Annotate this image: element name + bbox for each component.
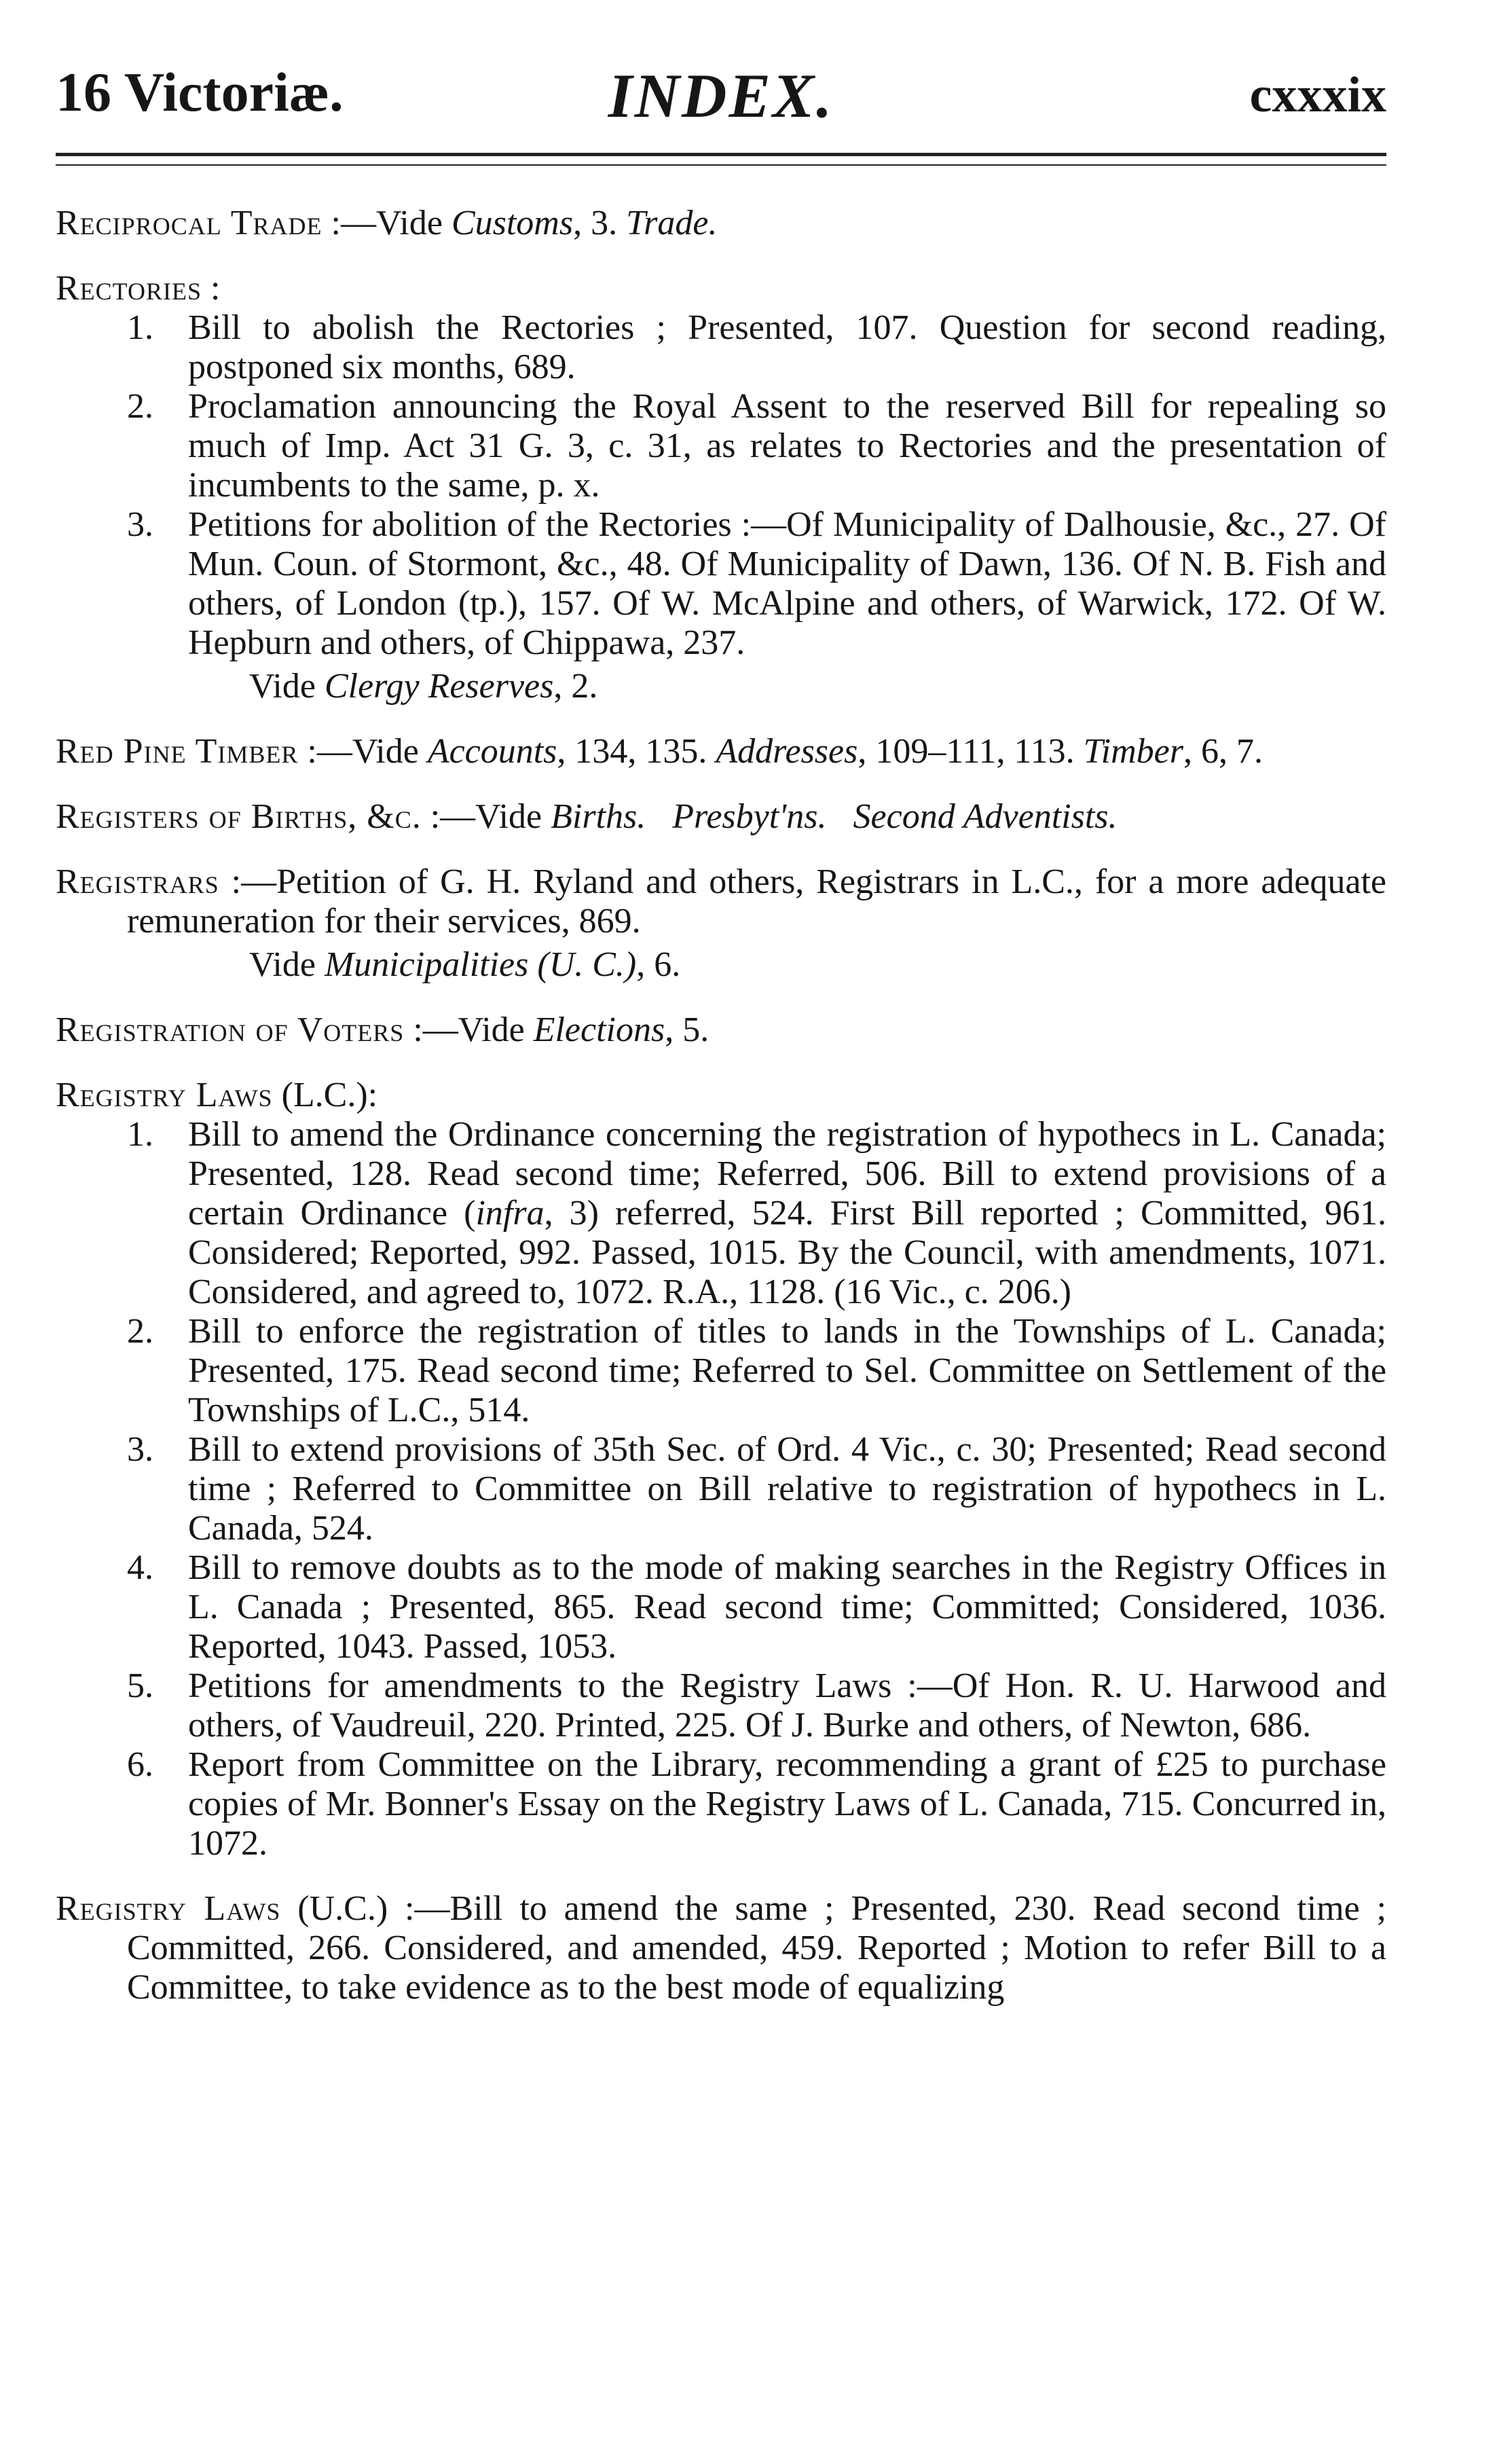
header-double-rule [56, 153, 1386, 166]
entry-heading: Registry Laws [56, 1889, 281, 1928]
subentry [56, 1745, 1386, 1863]
cross-reference: Trade. [626, 204, 718, 242]
subentry-number: 3. [127, 1430, 153, 1469]
subentry-number: 1. [127, 1115, 153, 1154]
entry-registrars [56, 862, 1386, 985]
vide-line: Vide Municipalities (U. C.), 6. [249, 945, 681, 984]
subentry-number: 6. [127, 1745, 153, 1784]
entry-registry-laws-uc [56, 1889, 1386, 2007]
entry-rectories: Rectories : 1. Bill to abolish the Rectories ; Presented, 107. Question for second reading, postponed six months, 689. 2. Proclamation announcing the Royal Assent to the reserved Bill for repealing so much of Imp. Act 31 G. 3, c. 31, as relates to Rectories and the presentation of incumbents to the same, p. x. 3. Petitions for abolition of the Rectories :—Of Municipality of Dalhousie, &c., 27. Of Mun. Coun. of Stormont, &c., 48. Of Municipality of Dawn, 136. Of N. B. Fish and others, of London (tp.), 157. Of W. McAlpine and others, of Warwick, 172. Of W. Hepburn and others, of Chippawa, 237. Vide Clergy Reserves, 2. [56, 269, 1386, 706]
subentry-text: Bill to abolish the Rectories ; Presented, 107. Question for second reading, postponed six months, 689. [188, 308, 1386, 386]
subentry-list [56, 308, 1386, 663]
entry-reciprocal-trade: Reciprocal Trade :—Vide Customs, 3. Trade. [56, 204, 718, 242]
running-head [56, 61, 1386, 153]
cross-reference: Addresses [716, 732, 858, 771]
entry-registers-of-births: Registers of Births, &c. :—Vide Births. Presbyt'ns. Second Adventists. [56, 797, 1118, 836]
entry-red-pine-timber: Red Pine Timber :—Vide Accounts, 134, 135. Addresses, 109–111, 113. Timber, 6, 7. [56, 732, 1263, 771]
entry-heading: Red Pine Timber [56, 732, 299, 771]
cross-reference: Clergy Reserves [324, 667, 554, 706]
subentry-text: Bill to enforce the registration of titles to lands in the Townships of L. Canada; Presented, 175. Read second time; Referred to Sel. Committee on Settlement of the Townships of L.C., 514. [188, 1312, 1386, 1429]
entry-heading: Registers of Births, &c. [56, 797, 422, 836]
subentry [56, 1430, 1386, 1548]
cross-reference: Accounts [427, 732, 557, 771]
subentry-number: 1. [127, 308, 153, 347]
entry-heading: Registration of Voters [56, 1010, 405, 1049]
entry-text: :—Petition of G. H. Ryland and others, Registrars in L.C., for a more adequate remuneration for their services, 869. [127, 862, 1386, 941]
subentry-text: Bill to remove doubts as to the mode of making searches in the Registry Offices in L. Canada ; Presented, 865. Read second time; Committed; Considered, 1036. Reported, 1043. Passed, 1053. [188, 1548, 1386, 1666]
subentry-text: Report from Committee on the Library, recommending a grant of £25 to purchase copies of Mr. Bonner's Essay on the Registry Laws of L. Canada, 715. Concurred in, 1072. [188, 1745, 1386, 1863]
running-head-title: INDEX. [608, 61, 834, 130]
cross-reference: Second Adventists. [853, 797, 1118, 836]
subentry-text: Bill to extend provisions of 35th Sec. of Ord. 4 Vic., c. 30; Presented; Read second time ; Referred to Committee on Bill relative to registration of hypothecs in L. Canada, 524. [188, 1430, 1386, 1548]
index-page [56, 61, 1387, 2033]
subentry-number: 4. [127, 1548, 153, 1587]
cross-reference: Births. [551, 797, 646, 836]
subentry [56, 1312, 1386, 1430]
subentry-text: Petitions for abolition of the Rectories :—Of Municipality of Dalhousie, &c., 27. Of Mun. Coun. of Stormont, &c., 48. Of Municipality of Dawn, 136. Of N. B. Fish and others, of London (tp.), 157. Of W. McAlpine and others, of Warwick, 172. Of W. Hepburn and others, of Chippawa, 237. [188, 505, 1386, 662]
cross-reference: Timber [1083, 732, 1183, 771]
subentry-number: 5. [127, 1666, 153, 1705]
entry-text: (U.C.) :—Bill to amend the same ; Presented, 230. Read second time ; Committed, 266. Considered, and amended, 459. Reported ; Motion to refer Bill to a Committee, to take evidence as to the best mode of equalizing [127, 1889, 1387, 2007]
cross-reference: Municipalities [324, 945, 529, 984]
subentry-number: 2. [127, 1312, 153, 1351]
page-number: cxxxix [1249, 67, 1386, 123]
subentry-number: 3. [127, 505, 153, 544]
subentry [56, 1666, 1386, 1745]
vide-line: Vide Clergy Reserves, 2. [249, 667, 598, 706]
entry-heading: Reciprocal Trade [56, 204, 322, 242]
subentry [56, 1548, 1386, 1666]
entry-heading: Rectories [56, 269, 202, 308]
subentry-text: Proclamation announcing the Royal Assent to the reserved Bill for repealing so much of Imp. Act 31 G. 3, c. 31, as relates to Rectories and the presentation of incumbents to the same, p. x. [188, 387, 1386, 505]
running-head-session: 16 Victoriæ. [56, 61, 344, 123]
subentry: 1. Bill to amend the Ordinance concerning the registration of hypothecs in L. Canada; Presented, 128. Read second time; Referred, 506. Bill to extend provisions of a certain Ordinance (infra, 3) referred, 524. First Bill reported ; Committed, 961. Considered; Reported, 992. Passed, 1015. By the Council, with amendments, 1071. Considered, and agreed to, 1072. R.A., 1128. (16 Vic., c. 206.) [127, 1115, 1387, 1311]
subentry-number: 2. [127, 387, 153, 426]
subentry-text: Petitions for amendments to the Registry Laws :—Of Hon. R. U. Harwood and others, of Vaudreuil, 220. Printed, 225. Of J. Burke and others, of Newton, 686. [188, 1666, 1386, 1745]
cross-reference: Presbyt'ns. [672, 797, 827, 836]
cross-reference: Elections [533, 1010, 665, 1049]
subentry [56, 387, 1386, 505]
cross-reference: Customs [451, 204, 574, 242]
subentry [56, 308, 1386, 387]
subentry [56, 505, 1386, 663]
entry-heading: Registrars [56, 862, 219, 901]
entry-heading: Registry Laws [56, 1076, 273, 1114]
subentry-list [56, 1115, 1386, 1863]
entry-registration-of-voters: Registration of Voters :—Vide Elections, 5. [56, 1010, 709, 1049]
subentry-text: Bill to amend the Ordinance concerning the registration of hypothecs in L. Canada; Presented, 128. Read second time; Referred, 506. Bill to extend provisions of a certain Ordinance ( [188, 1115, 1386, 1233]
entry-registry-laws-lc: Registry Laws (L.C.): 1. Bill to amend the Ordinance concerning the registration of hypothecs in L. Canada; Presented, 128. Read second time; Referred, 506. Bill to extend provisions of a certain Ordinance (infra, 3) referred, 524. First Bill reported ; Committed, 961. Considered; Reported, 992. Passed, 1015. By the Council, with amendments, 1071. Considered, and agreed to, 1072. R.A., 1128. (16 Vic., c. 206.) 2. Bill to enforce the registration of titles to lands in the Townships of L. Canada; Presented, 175. Read second time; Referred to Sel. Committee on Settlement of the Townships of L.C., 514. 3. Bill to extend provisions of 35th Sec. of Ord. 4 Vic., c. 30; Presented; Read second time ; Referred to Committee on Bill relative to registration of hypothecs in L. Canada, 524. 4. Bill to remove doubts as to the mode of making searches in the Registry Offices in L. Canada ; Presented, 865. Read second time; Committed; Considered, 1036. Reported, 1043. Passed, 1053. 5. Petitions for amendments to the Registry Laws :—Of Hon. R. U. Harwood and others, of Vaudreuil, 220. Printed, 225. Of J. Burke and others, of Newton, 686. 6. Report from Committee on the Library, recommending a grant of £25 to purchase copies of Mr. Bonner's Essay on the Registry Laws of L. Canada, 715. Concurred in, 1072. [56, 1076, 1387, 1863]
